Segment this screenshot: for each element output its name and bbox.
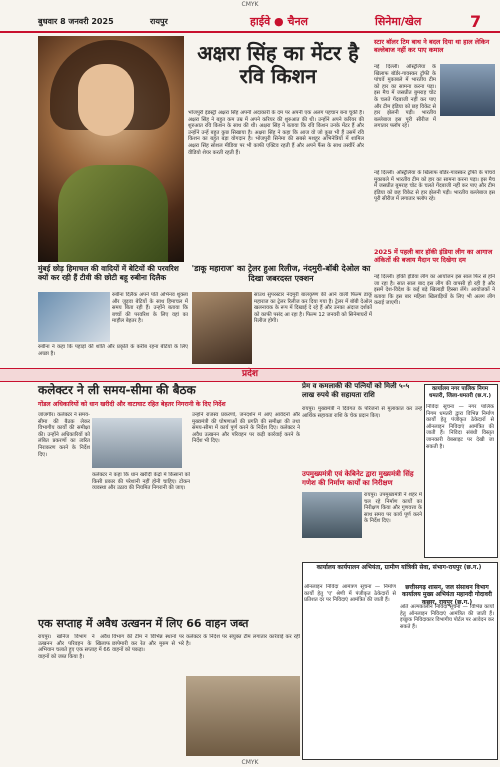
inspection-story-headline: उपमुख्यमंत्री एवं केबिनेट द्वारा मुख्यमंत्री सिंह गणेश की निर्माण कार्यों का निरीक्षण bbox=[302, 470, 414, 487]
collector-story-subhead: गोंडल अधिकारियों को धान खरीदी और वाटाघाट रहित बेहतर निगरानी के दिए निर्देश bbox=[38, 401, 226, 408]
collector-story-body-col3: उन्होंने राजस्व प्रकरणों, जनदर्शन में आए आवेदनों और मुख्यमंत्री की घोषणाओं की प्रगति की समीक्षा की तथा समय-सीमा में कार्य पूर्ण करने के निर्देश दिए। कलेक्टर ने अवैध उत्खनन और परिवहन पर कड़ी कार्रवाई करने के निर्देश भी दिए। bbox=[192, 412, 300, 445]
trailer-story-body: साउथ सुपरस्टार नंदमुरी बालकृष्ण की आने वाली फिल्म डाकू महाराज का ट्रेलर रिलीज कर दिया गया है। ट्रेलर में बॉबी देओल खलनायक के रूप में दिखाई दे रहे हैं और उनका अंदाज दर्शकों को काफी पसंद आ रहा है। फिल्म 12 जनवरी को सिनेमाघरों में रिलीज होगी। bbox=[254, 292, 372, 325]
tender-notice-2-title: कार्यालय कार्यपालन अभियंता, ग्रामीण यांत्रिकी सेवा, संभाग-रायपुर (छ.ग.) bbox=[316, 564, 482, 571]
hero-body: भोजपुरी इंडस्ट्री अक्षरा सिंह अपनी अदाकारी के दम पर अपनी एक अलग पहचान बना चुकी हैं। अक्षरा सिंह ने बहुत कम उम्र में अपने करियर की शुरुआत की थी। उन्होंने अपने करियर की शुरुआत रवि किशन के साथ की थी। अक्षरा सिंह ने बताया कि रवि किशन उनके मेंटर हैं और उन्होंने उन्हें बहुत कुछ सिखाया है। अक्षरा सिंह ने कहा कि आज वो जो कुछ भी हैं उसमें रवि किशन का बहुत बड़ा योगदान है। भोजपुरी सिनेमा की सबसे मशहूर अभिनेत्रियों में शामिल अक्षरा सिंह सोशल मीडिया पर भी काफी एक्टिव रहती हैं और अपने फैंस के साथ तस्वीरें और वीडियो शेयर करती रहती हैं। bbox=[188, 110, 364, 156]
collector-story-body-col2: कलेक्टर ने कहा कि धान खरीदी केंद्रों में किसानों को किसी प्रकार की परेशानी नहीं होनी चाहिए। टोकन व्यवस्था और उठाव की नियमित निगरानी की जाए। bbox=[92, 472, 190, 492]
mining-story-body-col2: विभाग की टीम ने विभिन्न स्थानों पर छापेमारी कर रेत और मुरुम से भरे वाहनों को पकड़ा। bbox=[112, 634, 184, 654]
rubina-story-headline: मुंबई छोड़ हिमाचल की वादियों में बेटियों की परवरिश क्यों कर रही हैं टीवी की छोटी बहू रुबीना दिलैक bbox=[38, 264, 179, 282]
edition-city: रायपुर bbox=[150, 17, 168, 26]
collector-story-body-col1: जांजगीर। कलेक्टर ने समय-सीमा की बैठक लेकर विभागीय कार्यों की समीक्षा की। उन्होंने अधिकारियों को लंबित प्रकरणों का त्वरित निराकरण करने के निर्देश दिए। bbox=[38, 412, 90, 458]
tender-notice-3-body: अति अल्पकालीन निविदा सूचना — विभिन्न कार्यों हेतु ऑनलाइन निविदाएं आमंत्रित की जाती हैं। इच्छुक निविदाकार विभागीय पोर्टल पर आवेदन कर सकते हैं। bbox=[400, 604, 494, 630]
color-registration-top: CMYK bbox=[241, 1, 259, 8]
rubina-story-photo bbox=[38, 292, 110, 342]
aid-story-body: रायपुर। मुख्यमंत्री ने दिवंगत के परिजनों से मुलाकात कर उन्हें आर्थिक सहायता राशि के चेक प्रदान किए। bbox=[302, 406, 422, 419]
sports-story-2-body: नई दिल्ली। हॉकी इंडिया लीग का आयोजन इस साल फिर से होने जा रहा है। सात साल बाद इस लीग की वापसी हो रही है और इसमें देश-विदेश के कई बड़े खिलाड़ी हिस्सा लेंगे। आयोजकों ने बताया कि इस बार महिला खिलाड़ियों के लिए भी अलग लीग कराई जाएगी। bbox=[374, 274, 495, 307]
trailer-story-photo bbox=[192, 292, 252, 364]
section-name-right: सिनेमा/खेल bbox=[375, 15, 422, 28]
issue-date: बुधवार 8 जनवरी 2025 bbox=[38, 17, 114, 26]
hero-photo-dress bbox=[58, 165, 168, 262]
tender-notice-3-title: छत्तीसगढ़ शासन, जल संसाधन विभाग कार्यालय मुख्य अभियंता महानदी गोदावरी कछार, रायपुर (छ.ग.) bbox=[402, 584, 492, 606]
collector-story-headline: कलेक्टर ने ली समय-सीमा की बैठक bbox=[38, 383, 196, 397]
inspection-story-body: रायपुर। उपमुख्यमंत्री ने शहर में चल रहे निर्माण कार्यों का निरीक्षण किया और गुणवत्ता के साथ समय पर कार्य पूर्ण करने के निर्देश दिए। bbox=[364, 492, 422, 525]
mining-story-body-col1: रायपुर। खनिज विभाग ने अवैध उत्खनन और परिवहन के खिलाफ अभियान चलाते हुए एक सप्ताह में 66 वाहनों को जब्त किया है। bbox=[38, 634, 110, 660]
section-name-left: हाईवे ● चैनल bbox=[250, 15, 309, 28]
collector-story-photo bbox=[92, 418, 182, 468]
hero-photo-face bbox=[78, 64, 134, 136]
sports-story-1-photo bbox=[440, 64, 495, 116]
sports-story-1-body: नई दिल्ली। ऑस्ट्रेलिया के खिलाफ बॉर्डर-गावस्कर ट्रॉफी के पांचवें मुकाबले में भारतीय टीम को हार का सामना करना पड़ा। इस मैच में जसप्रीत बुमराह चोट के चलते गेंदबाजी नहीं कर पाए और टीम इंडिया को छह विकेट से हार झेलनी पड़ी। भारतीय बल्लेबाज इस पूरी सीरीज में लगातार फ्लॉप रहे। bbox=[374, 64, 436, 130]
sports-story-1-headline: स्टार बॉलर टिम बाथ ने बदल दिया था हाल लेकिन बल्लेबाज नहीं कर पाए कमाल bbox=[374, 38, 490, 54]
mining-story-headline: एक सप्ताह में अवैध उत्खनन में लिए 66 वाहन जब्त bbox=[38, 617, 249, 630]
sports-story-2-headline: 2025 में पहली बार हॉकी इंडिया लीग का आगाज अंकितों की बजाय मैदान पर दिखेगा दम bbox=[374, 248, 493, 264]
sports-story-1-body-continued: नई दिल्ली। ऑस्ट्रेलिया के खिलाफ बॉर्डर-गावस्कर ट्रॉफी के पांचवें मुकाबले में भारतीय टीम को हार का सामना करना पड़ा। इस मैच में जसप्रीत बुमराह चोट के चलते गेंदबाजी नहीं कर पाए और टीम इंडिया को छह विकेट से हार झेलनी पड़ी। भारतीय बल्लेबाज इस पूरी सीरीज में लगातार फ्लॉप रहे। bbox=[374, 170, 495, 203]
mining-story-body-col3: कलेक्टर के निर्देश पर संयुक्त टीम लगातार कार्रवाई कर रही है। bbox=[186, 634, 300, 647]
section-band-label: प्रदेश bbox=[241, 369, 259, 379]
color-registration-bottom: CMYK bbox=[241, 759, 259, 766]
aid-story-headline: प्रेम व कमलाकी की पत्नियों को मिली ५-५ लाख रुपये की सहायता राशि bbox=[302, 382, 410, 399]
page-number: 7 bbox=[470, 12, 482, 31]
mining-story-photo bbox=[186, 676, 300, 756]
rubina-story-body-continued: रुबीना ने कहा कि पहाड़ों की शांति और प्रकृति के करीब रहना बेटियों के लिए अच्छा है। bbox=[38, 344, 188, 357]
inspection-story-photo bbox=[302, 492, 362, 538]
rubina-story-body: रुबीना दिलैक अपने पति अभिनव शुक्ला और जुड़वा बेटियों के साथ हिमाचल में समय बिता रही हैं। उन्होंने बताया कि बच्चों की परवरिश के लिए वहां का माहौल बेहतर है। bbox=[112, 292, 188, 325]
trailer-story-headline: 'डाकू महाराज' का ट्रेलर हुआ रिलीज, नंदमुरी-बॉबी देओल का दिखा जबरदस्त एक्शन bbox=[191, 264, 371, 283]
tender-notice-1-body: निविदा सूचना — नगर पालिक निगम धमतरी द्वारा विभिन्न निर्माण कार्यों हेतु पंजीकृत ठेकेदारों से ऑनलाइन निविदाएं आमंत्रित की जाती हैं। निविदा संबंधी विस्तृत जानकारी वेबसाइट पर देखी जा सकती है। bbox=[426, 404, 494, 450]
hero-headline: अक्षरा सिंह का मेंटर है रवि किशन bbox=[197, 41, 359, 88]
tender-notice-1-title: कार्यालय नगर पालिक निगम धमतरी, जिला-धमतरी (छ.ग.) bbox=[429, 386, 491, 399]
tender-notice-2-body: ऑनलाइन निविदा आमंत्रण सूचना — निर्माण कार्यों हेतु 'ए' श्रेणी में पंजीकृत ठेकेदारों से प्रतिशत दर पर निविदाएं आमंत्रित की जाती हैं। bbox=[304, 584, 396, 604]
